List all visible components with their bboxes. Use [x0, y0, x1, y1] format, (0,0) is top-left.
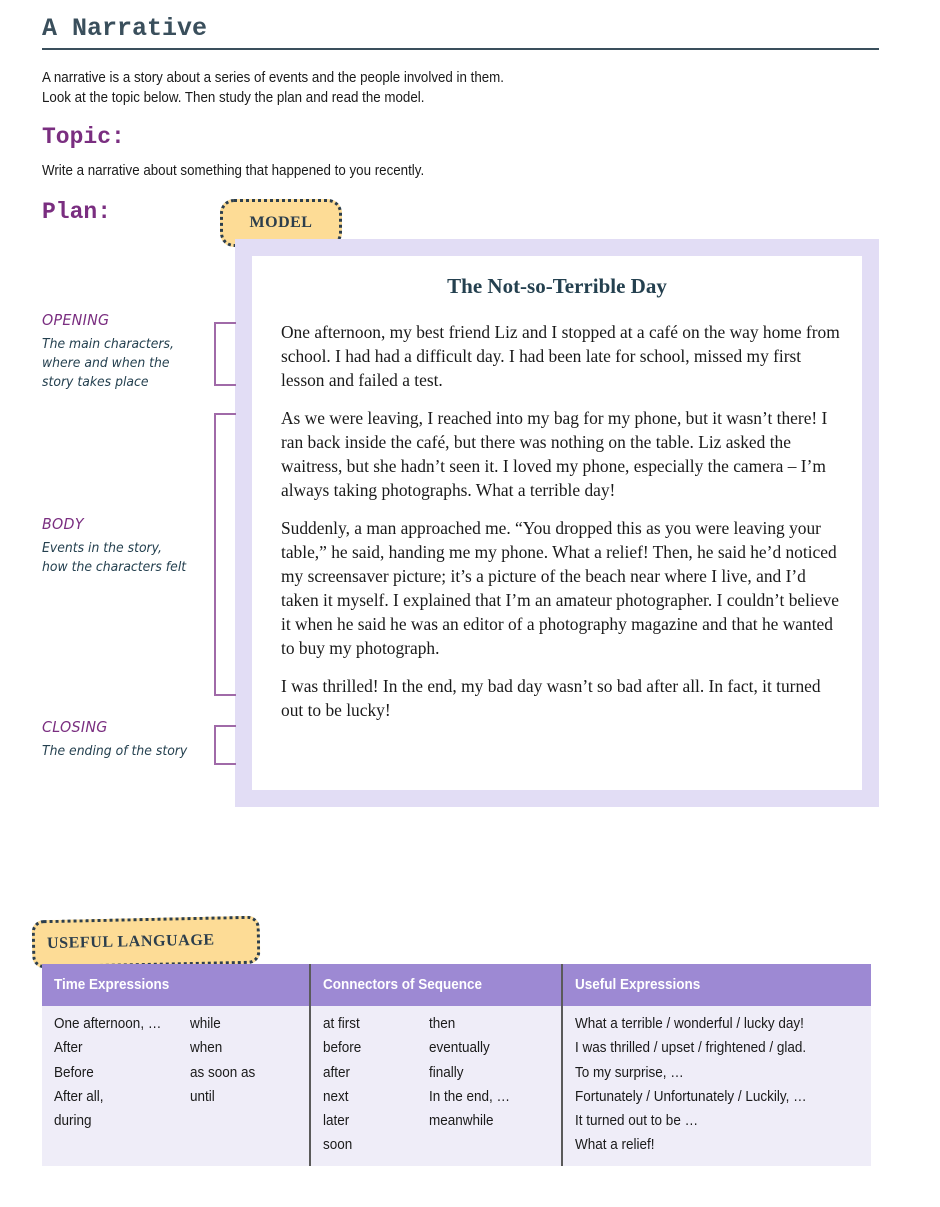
body-bracket — [214, 413, 236, 696]
column-header-label: Connectors of Sequence — [323, 976, 483, 993]
plan-section-opening — [42, 311, 202, 392]
table-cell: before — [323, 1039, 362, 1057]
plan-heading: Plan: — [42, 199, 112, 225]
story-paragraph-opening: One afternoon, my best friend Liz and I stopped at a café on the way home from school. I had had a difficult day. I had been late for school, missed my first lesson and failed a test. — [281, 322, 840, 390]
table-cell: until — [190, 1087, 215, 1105]
table-cell: when — [190, 1039, 223, 1057]
sub-column — [429, 1012, 519, 1166]
plan-section-title: BODY — [42, 515, 84, 533]
story-paragraph-body-1: As we were leaving, I reached into my bag for my phone, but it wasn’t there! I ran back inside the café, but there was nothing on the table. Liz asked the waitress, but she hadn’t seen it. I loved my phone, especially the camera – I’m always taking photographs. What a terrible day! — [281, 408, 828, 500]
column-body — [563, 1006, 871, 1166]
title-divider — [42, 48, 879, 50]
table-cell: next — [323, 1087, 349, 1105]
column-header — [311, 964, 561, 1006]
story-body — [281, 320, 841, 736]
table-cell: finally — [429, 1063, 464, 1081]
table-cell: then — [429, 1015, 456, 1032]
table-cell: Before — [54, 1063, 94, 1081]
table-cell: as soon as — [190, 1063, 256, 1081]
plan-section-title: OPENING — [42, 311, 110, 329]
useful-language-table — [42, 964, 871, 1166]
sub-column — [190, 1012, 263, 1166]
table-cell: during — [54, 1112, 92, 1130]
plan-section-description: The ending of the story — [42, 743, 188, 759]
table-cell: In the end, … — [429, 1087, 511, 1105]
column-header-label: Useful Expressions — [575, 976, 701, 993]
table-cell: What a relief! — [575, 1136, 655, 1154]
column-connectors-of-sequence — [309, 964, 561, 1166]
table-cell: meanwhile — [429, 1112, 494, 1130]
column-body — [311, 1006, 561, 1166]
sub-column — [54, 1012, 190, 1166]
story-paragraph-body-2: Suddenly, a man approached me. “You dropped this as you were leaving your table,” he said, handing me my phone. What a relief! Then, he said he’d noticed my screensaver picture; it’s a picture of the beach near where I live, and I’d taken it myself. I explained that I’m an amateur photographer. I couldn’t believe it when he said he was an editor of a photography magazine and that he wanted to buy my photograph. — [281, 518, 839, 658]
plan-section-closing — [42, 718, 202, 761]
intro-text — [42, 68, 504, 108]
table-cell: soon — [323, 1136, 353, 1154]
sub-column — [575, 1012, 832, 1166]
column-useful-expressions — [561, 964, 871, 1166]
table-cell: One afternoon, … — [54, 1015, 162, 1032]
opening-bracket — [214, 322, 236, 386]
table-cell: I was thrilled / upset / frightened / glad. — [575, 1039, 807, 1057]
column-header-label: Time Expressions — [54, 976, 170, 993]
sub-column — [323, 1012, 429, 1166]
plan-section-description: Events in the story, how the characters felt — [42, 540, 187, 575]
table-cell: eventually — [429, 1039, 490, 1057]
useful-language-tab — [32, 916, 261, 969]
model-frame-edge — [235, 239, 345, 249]
column-header — [42, 964, 309, 1006]
table-cell: later — [323, 1112, 350, 1130]
closing-bracket — [214, 725, 236, 765]
intro-line: Look at the topic below. Then study the plan and read the model. — [42, 90, 425, 106]
table-cell: What a terrible / wonderful / lucky day! — [575, 1015, 804, 1032]
table-cell: while — [190, 1015, 221, 1032]
table-cell: After — [54, 1039, 83, 1057]
table-cell: after — [323, 1063, 351, 1081]
column-header — [563, 964, 871, 1006]
column-body — [42, 1006, 309, 1166]
plan-section-description: The main characters, where and when the story takes place — [42, 336, 174, 390]
table-cell: Fortunately / Unfortunately / Luckily, … — [575, 1087, 807, 1105]
story-title: The Not-so-Terrible Day — [447, 274, 667, 298]
story-paragraph-closing: I was thrilled! In the end, my bad day wasn’t so bad after all. In fact, it turned out to be lucky! — [281, 676, 821, 720]
table-cell: After all, — [54, 1087, 104, 1105]
page-title: A Narrative — [42, 14, 208, 43]
topic-text: Write a narrative about something that happened to you recently. — [42, 163, 425, 179]
column-time-expressions — [42, 964, 309, 1166]
table-cell: To my surprise, … — [575, 1063, 684, 1081]
useful-language-tab-label: USEFUL LANGUAGE — [46, 931, 215, 953]
plan-section-body — [42, 515, 202, 577]
intro-line: A narrative is a story about a series of events and the people involved in them. — [42, 70, 504, 86]
topic-heading: Topic: — [42, 124, 125, 150]
plan-section-title: CLOSING — [42, 718, 108, 736]
model-tab-label: MODEL — [249, 214, 313, 231]
table-cell: It turned out to be … — [575, 1112, 699, 1130]
table-cell: at first — [323, 1015, 360, 1032]
